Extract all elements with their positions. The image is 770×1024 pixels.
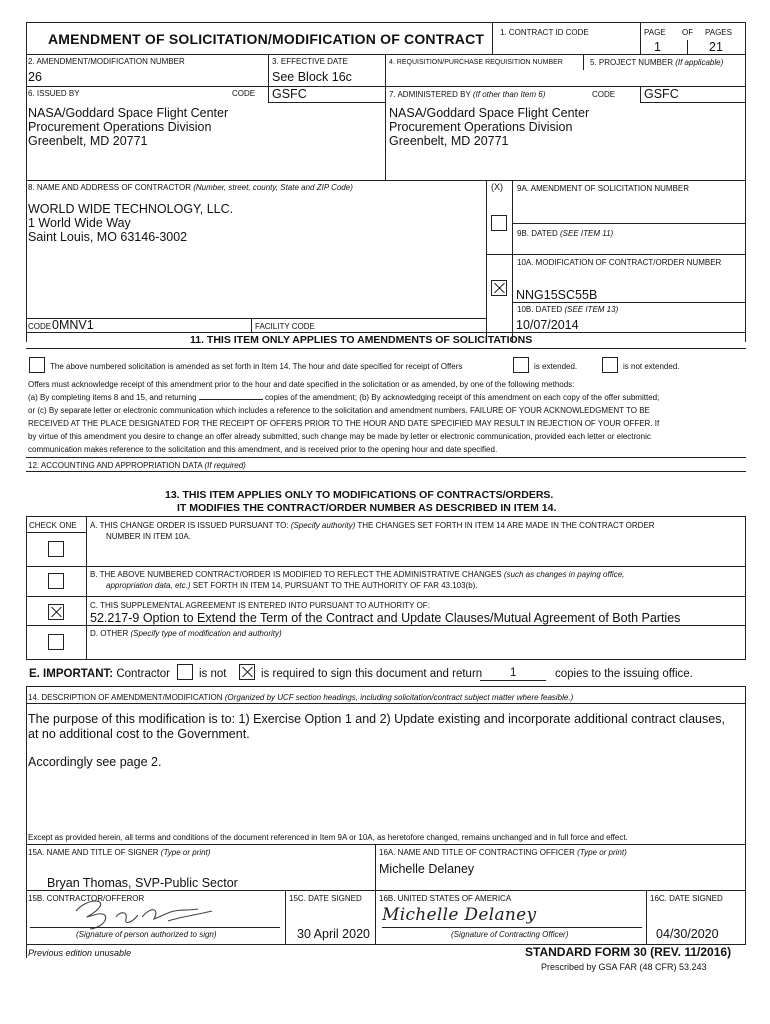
important-contractor: Contractor xyxy=(116,668,171,680)
amendment-number-label: 2. AMENDMENT/MODIFICATION NUMBER xyxy=(28,57,185,66)
item13a-text1: A. THIS CHANGE ORDER IS ISSUED PURSUANT TO: xyxy=(90,521,289,530)
officer-signature-caption: (Signature of Contracting Officer) xyxy=(451,930,569,939)
important-label: E. IMPORTANT: xyxy=(29,668,114,680)
item13b-checkbox[interactable] xyxy=(48,573,64,589)
item13-heading2: IT MODIFIES THE CONTRACT/ORDER NUMBER AS DESCRIBED IN ITEM 14. xyxy=(177,502,557,514)
contract-id-code-label: 1. CONTRACT ID CODE xyxy=(500,28,589,37)
box9-checkbox[interactable] xyxy=(491,215,507,231)
item11-p6: communication makes reference to the solicitation and this amendment, and is received prior to the opening hour and date specified. xyxy=(28,445,498,454)
administered-by-line2: Procurement Operations Division xyxy=(389,120,573,134)
contracting-officer-label: 16A. NAME AND TITLE OF CONTRACTING OFFICER xyxy=(379,848,575,857)
requisition-number-label: 4. REQUISITION/PURCHASE REQUISITION NUMBER xyxy=(389,59,563,66)
administered-by-note: (If other than Item 6) xyxy=(472,90,546,99)
administered-by-code: GSFC xyxy=(644,87,679,101)
item11-p3: or (c) By separate letter or electronic communication which includes a reference to the solicitation and amendment numbers. FAILURE OF YOUR ACKNOWLEDGMENT TO BE xyxy=(28,406,650,415)
signer-name: Bryan Thomas, SVP-Public Sector xyxy=(47,876,238,890)
administered-by-line3: Greenbelt, MD 20771 xyxy=(389,134,509,148)
except-text: Except as provided herein, all terms and conditions of the document referenced in Item 9A or 10A, as heretofore changed, remains unchanged and in full force and effect. xyxy=(28,833,628,842)
amendment-solicitation-label: 9A. AMENDMENT OF SOLICITATION NUMBER xyxy=(517,184,690,193)
date-signed-15c-label: 15C. DATE SIGNED xyxy=(289,894,362,903)
item11-p1: Offers must acknowledge receipt of this amendment prior to the hour and date specified in the solicitation or as amended, by one of the following methods: xyxy=(28,380,575,389)
effective-date-value: See Block 16c xyxy=(272,70,352,84)
item13a-checkbox[interactable] xyxy=(48,541,64,557)
issued-by-line2: Procurement Operations Division xyxy=(28,120,212,134)
issued-by-code-label: CODE xyxy=(232,89,256,98)
modification-contract-label: 10A. MODIFICATION OF CONTRACT/ORDER NUMBER xyxy=(517,258,722,267)
item13b-note1: (such as changes in paying office, xyxy=(503,570,625,579)
contractor-signature-caption: (Signature of person authorized to sign) xyxy=(76,930,217,939)
item14-line3: Accordingly see page 2. xyxy=(28,755,162,769)
contractor-offeror-label: 15B. CONTRACTOR/OFFEROR xyxy=(28,894,145,903)
issued-by-line1: NASA/Goddard Space Flight Center xyxy=(28,106,229,120)
contractor-note: (Number, street, county, State and ZIP Code) xyxy=(193,183,353,192)
is-extended-label: is extended. xyxy=(534,362,578,371)
item13d-note: (Specify type of modification and authority) xyxy=(130,629,282,638)
effective-date-label: 3. EFFECTIVE DATE xyxy=(272,57,348,66)
contractor-code: 0MNV1 xyxy=(52,318,94,332)
is-not-checkbox[interactable] xyxy=(177,664,193,680)
project-number-note: (If applicable) xyxy=(675,58,724,67)
footer-previous-edition: Previous edition unusable xyxy=(28,948,132,958)
item11-p5: by virtue of this amendment you desire to change an offer already submitted, such change may be made by letter or electronic communication, provided each letter or electronic xyxy=(28,432,651,441)
usa-label: 16B. UNITED STATES OF AMERICA xyxy=(379,894,512,903)
is-not-extended-label: is not extended. xyxy=(623,362,680,371)
item13a-text2: THE CHANGES SET FORTH IN ITEM 14 ARE MADE IN THE CONTRACT ORDER xyxy=(357,521,655,530)
administered-by-label: 7. ADMINISTERED BY xyxy=(389,90,471,99)
item13b-text1: B. THE ABOVE NUMBERED CONTRACT/ORDER IS MODIFIED TO REFLECT THE ADMINISTRATIVE CHANGES xyxy=(90,570,502,579)
box10b-date-value: 10/07/2014 xyxy=(516,318,579,332)
project-number-label: 5. PROJECT NUMBER xyxy=(590,58,673,67)
item13b-note2: appropriation data, etc.) xyxy=(106,581,191,590)
box9b-label: 9B. DATED xyxy=(517,229,558,238)
officer-signature: Michelle Delaney xyxy=(382,905,537,925)
item14-label: 14. DESCRIPTION OF AMENDMENT/MODIFICATION xyxy=(28,693,223,702)
x-column-label: (X) xyxy=(491,182,503,192)
page-label: PAGE xyxy=(644,28,666,37)
item13d-text: D. OTHER xyxy=(90,629,129,638)
prescribed-by: Prescribed by GSA FAR (48 CFR) 53.243 xyxy=(541,962,707,972)
issued-by-code: GSFC xyxy=(272,87,307,101)
extended-checkbox[interactable] xyxy=(513,357,529,373)
contractor-line1: WORLD WIDE TECHNOLOGY, LLC. xyxy=(28,202,234,216)
contractor-line2: 1 World Wide Way xyxy=(28,216,131,230)
item13c-authority: 52.217-9 Option to Extend the Term of the Contract and Update Clauses/Mutual Agreement of Both Parties xyxy=(90,611,681,625)
box10b-note: (SEE ITEM 13) xyxy=(564,305,619,314)
item13-heading1: 13. THIS ITEM APPLIES ONLY TO MODIFICATIONS OF CONTRACTS/ORDERS. xyxy=(165,489,554,501)
contractor-line3: Saint Louis, MO 63146-3002 xyxy=(28,230,188,244)
item13b-text2: SET FORTH IN ITEM 14, PURSUANT TO THE AUTHORITY OF FAR 43.103(b). xyxy=(192,581,478,590)
item14-line1: The purpose of this modification is to: 1) Exercise Option 1 and 2) Update existing and incorporate additional contract clauses, xyxy=(28,712,725,726)
total-pages: 21 xyxy=(709,40,723,54)
date-signed-16c-value: 04/30/2020 xyxy=(656,927,719,941)
item11-p4: RECEIVED AT THE PLACE DESIGNATED FOR THE RECEIPT OF OFFERS PRIOR TO THE HOUR AND DATE SPECIFIED MAY RESULT IN REJECTION OF YOUR OFFER. If xyxy=(28,419,660,428)
item11-heading: 11. THIS ITEM ONLY APPLIES TO AMENDMENTS OF SOLICITATIONS xyxy=(190,334,533,346)
item12-label: 12. ACCOUNTING AND APPROPRIATION DATA xyxy=(28,461,203,470)
item11-p2b: copies of the amendment; (b) By acknowledging receipt of this amendment on each copy of the offer submitted; xyxy=(265,393,660,402)
administered-by-code-label: CODE xyxy=(592,90,616,99)
item11-line-a: The above numbered solicitation is amended as set forth in Item 14. The hour and date specified for receipt of Offers xyxy=(50,362,463,371)
contracting-officer-note: (Type or print) xyxy=(577,848,627,857)
item13a-note: (Specify authority) xyxy=(290,521,356,530)
item13c-checkbox[interactable] xyxy=(48,604,64,620)
is-required-label: is required to sign this document and return xyxy=(261,668,483,680)
amendment-number-value: 26 xyxy=(28,70,42,84)
of-label: OF xyxy=(682,28,694,37)
standard-form-number: STANDARD FORM 30 (REV. 11/2016) xyxy=(525,945,732,959)
facility-code-label: FACILITY CODE xyxy=(255,322,315,331)
form-title: AMENDMENT OF SOLICITATION/MODIFICATION OF CONTRACT xyxy=(48,31,485,47)
page-number: 1 xyxy=(654,40,661,54)
is-not-label: is not xyxy=(199,668,227,680)
item12-note: (If required) xyxy=(204,461,246,470)
administered-by-line1: NASA/Goddard Space Flight Center xyxy=(389,106,590,120)
signer-label: 15A. NAME AND TITLE OF SIGNER xyxy=(28,848,159,857)
item11-p2a: (a) By completing items 8 and 15, and returning xyxy=(28,393,197,402)
date-signed-16c-label: 16C. DATE SIGNED xyxy=(650,894,723,903)
box9b-note: (SEE ITEM 11) xyxy=(559,229,614,238)
copies-blank[interactable] xyxy=(199,392,263,400)
item13c-text1: C. THIS SUPPLEMENTAL AGREEMENT IS ENTERED INTO PURSUANT TO AUTHORITY OF: xyxy=(90,601,430,610)
signer-note: (Type or print) xyxy=(160,848,211,857)
date-signed-15c-value: 30 April 2020 xyxy=(297,927,370,941)
pages-label: PAGES xyxy=(705,28,732,37)
contractor-code-label: CODE xyxy=(28,322,52,331)
is-required-checkbox[interactable] xyxy=(239,664,255,680)
issued-by-label: 6. ISSUED BY xyxy=(28,89,80,98)
copies-tail: copies to the issuing office. xyxy=(555,668,693,680)
box10-checkbox[interactable] xyxy=(491,280,507,296)
box10b-label: 10B. DATED xyxy=(517,305,563,314)
issued-by-line3: Greenbelt, MD 20771 xyxy=(28,134,148,148)
contract-number-value: NNG15SC55B xyxy=(516,288,598,302)
contractor-label: 8. NAME AND ADDRESS OF CONTRACTOR xyxy=(28,183,191,192)
contracting-officer-name: Michelle Delaney xyxy=(379,862,475,876)
item14-note: (Organized by UCF section headings, including solicitation/contract subject matter where feasible.) xyxy=(224,693,574,702)
item11-amended-checkbox[interactable] xyxy=(29,357,45,373)
check-one-label: CHECK ONE xyxy=(29,521,77,530)
not-extended-checkbox[interactable] xyxy=(602,357,618,373)
item13d-checkbox[interactable] xyxy=(48,634,64,650)
item14-line2: at no additional cost to the Government. xyxy=(28,727,250,741)
copies-count: 1 xyxy=(510,667,517,679)
item13a-text3: NUMBER IN ITEM 10A. xyxy=(106,532,191,541)
